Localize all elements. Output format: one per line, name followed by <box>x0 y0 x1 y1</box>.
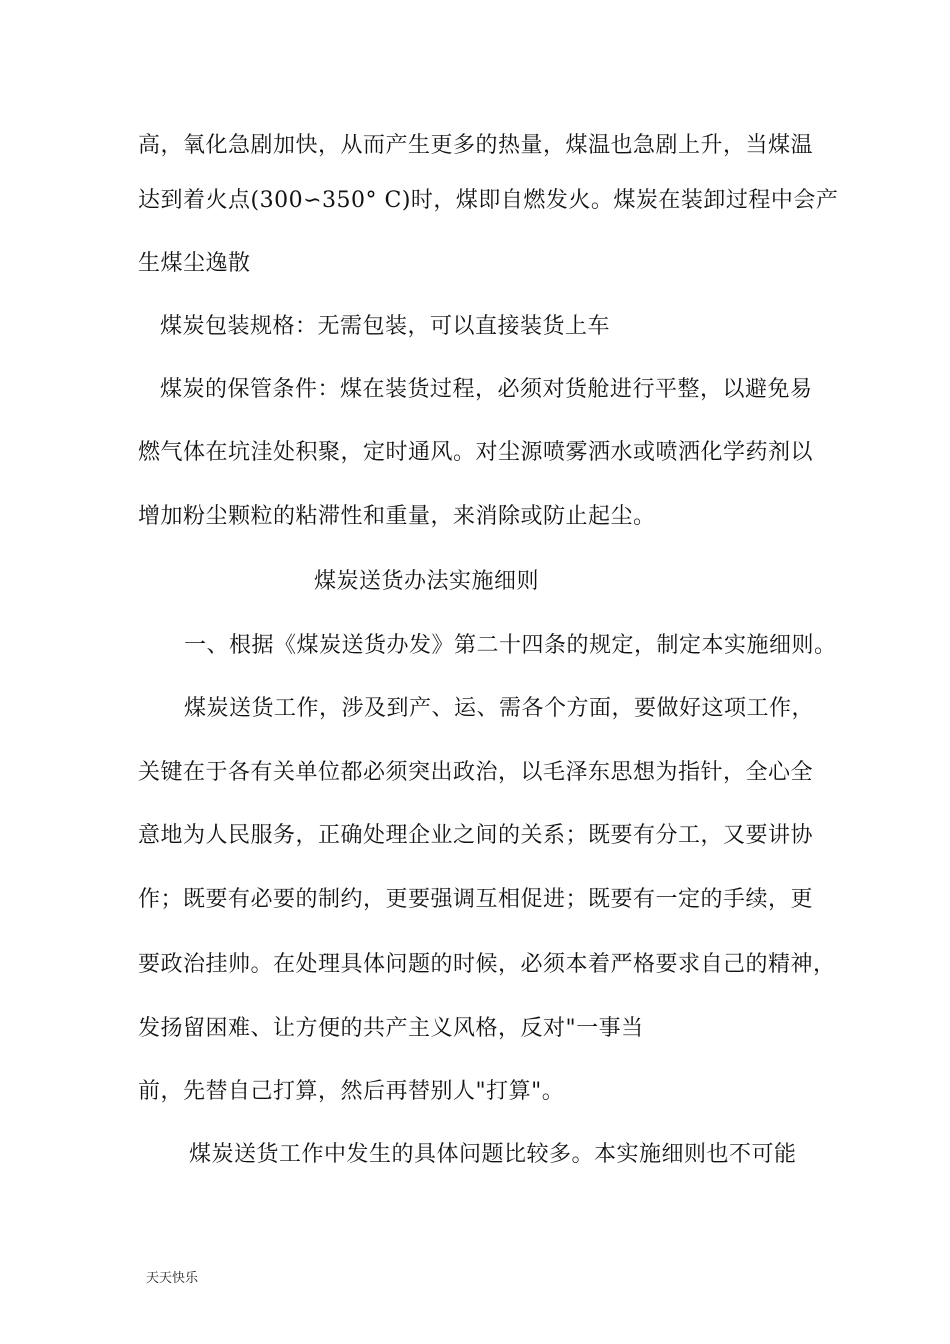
text-line-16: 前，先替自己打算，然后再替别人"打算"。 <box>138 1079 565 1104</box>
text-line-17: 煤炭送货工作中发生的具体问题比较多。本实施细则也不可能 <box>189 1142 797 1167</box>
text-line-12: 意地为人民服务，正确处理企业之间的关系；既要有分工，又要讲协 <box>138 823 814 848</box>
text-line-9: 一、根据《煤炭送货办发》第二十四条的规定，制定本实施细则。 <box>184 633 837 658</box>
text-line-4: 煤炭包装规格：无需包装，可以直接装货上车 <box>160 314 611 339</box>
text-line-2: 达到着火点(300∽350° C)时，煤即自燃发火。煤炭在装卸过程中会产 <box>138 188 839 213</box>
text-line-10: 煤炭送货工作，涉及到产、运、需各个方面，要做好这项工作， <box>184 696 815 721</box>
footer-note: 天天快乐 <box>146 1271 199 1286</box>
text-line-6: 燃气体在坑洼处积聚，定时通风。对尘源喷雾洒水或喷洒化学药剂以 <box>138 440 814 465</box>
text-line-13: 作；既要有必要的制约，更要强调互相促进；既要有一定的手续，更 <box>138 887 814 912</box>
text-line-7: 增加粉尘颗粒的粘滞性和重量，来消除或防止起尘。 <box>138 504 656 529</box>
text-line-15: 发扬留困难、让方便的共产主义风格，反对"一事当 <box>138 1016 644 1041</box>
text-line-11: 关键在于各有关单位都必须突出政治，以毛泽东思想为指针，全心全 <box>138 760 814 785</box>
text-line-1: 高，氧化急剧加快，从而产生更多的热量，煤温也急剧上升，当煤温 <box>138 133 814 158</box>
text-line-14: 要政治挂帅。在处理具体问题的时候，必须本着严格要求自己的精神， <box>138 952 836 977</box>
text-line-5: 煤炭的保管条件：煤在装货过程，必须对货舱进行平整，以避免易 <box>160 377 813 402</box>
section-heading: 煤炭送货办法实施细则 <box>314 569 540 594</box>
text-line-3: 生煤尘逸散 <box>138 251 251 276</box>
